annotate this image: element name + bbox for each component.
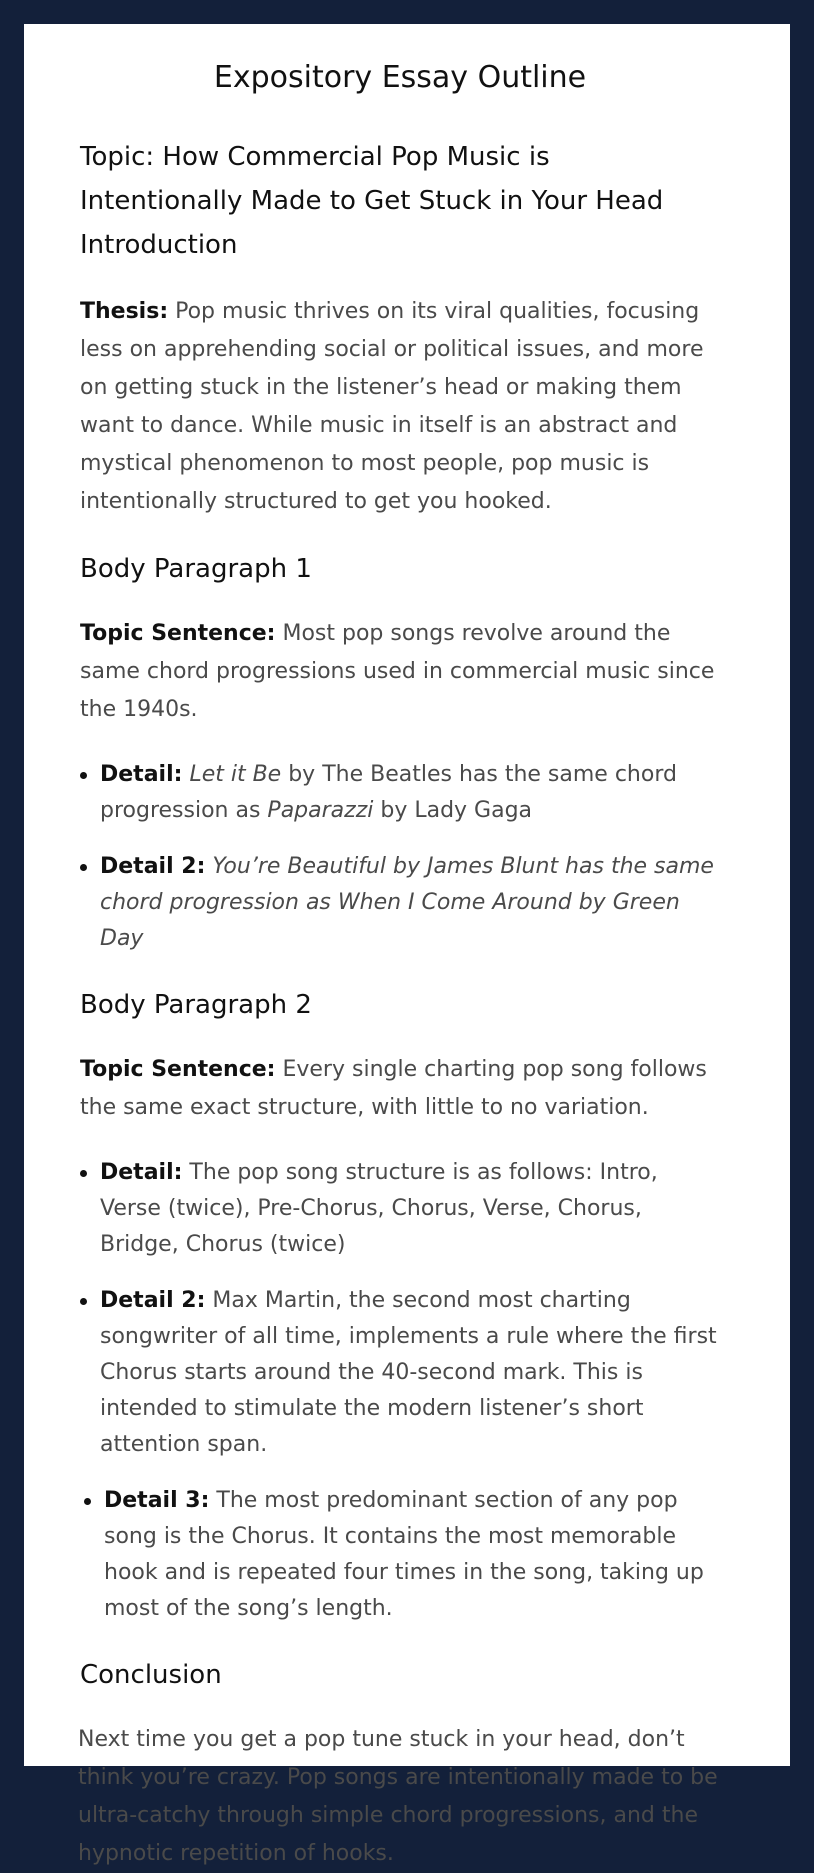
body1-detail-2-text: You’re Beautiful by James Blunt has the same chord progression as When I Come Around by Green Day — [100, 854, 714, 951]
thesis-text: Pop music thrives on its viral qualities, focusing less on apprehending social or political issues, and more on getting stuck in the listener’s head or making them want to dance. While music in itself is an abstract and mystical phenomenon to most people, pop music is intentionally structured to get you hooked. — [80, 299, 704, 514]
thesis-paragraph — [80, 293, 720, 521]
body1-detail-1-title1: Let it Be — [189, 762, 282, 787]
body2-detail-3-label: Detail 3: — [104, 1488, 210, 1513]
bullet-icon — [84, 1498, 91, 1505]
conclusion-paragraph: Next time you get a pop tune stuck in your head, don’t think you’re crazy. Pop songs are intentionally made to be ultra-catchy through simple chord progressions, and the hypnotic repetition of hooks. — [78, 1727, 718, 1866]
body1-detail-1-title2: Paparazzi — [267, 798, 374, 823]
body2-detail-3-text: The most predominant section of any pop song is the Chorus. It contains the most memorable hook and is repeated four times in the song, taking up most of the song’s length. — [104, 1488, 704, 1621]
document-title: Expository Essay Outline — [213, 60, 587, 95]
body1-topic-text: Most pop songs revolve around the same chord progressions used in commercial music since the 1940s. — [80, 621, 715, 722]
body1-details — [80, 757, 720, 957]
body1-topic-label: Topic Sentence: — [80, 621, 276, 646]
body1-topic-sentence — [80, 615, 720, 729]
body2-detail-3 — [80, 1483, 720, 1627]
conclusion-heading: Conclusion — [80, 1660, 222, 1690]
thesis-label: Thesis: — [80, 299, 169, 324]
body1-detail-1-label: Detail: — [100, 762, 183, 787]
body2-detail-2 — [80, 1283, 720, 1463]
body2-detail-1 — [80, 1155, 720, 1263]
body2-topic-label: Topic Sentence: — [80, 1057, 276, 1082]
bullet-icon — [80, 864, 87, 871]
body2-detail-1-text: The pop song structure is as follows: Intro, Verse (twice), Pre-Chorus, Chorus, Verse, Chorus, Bridge, Chorus (twice) — [100, 1160, 658, 1257]
body2-topic-sentence — [80, 1051, 720, 1127]
document-page — [24, 24, 790, 1866]
body1-detail-2-label: Detail 2: — [100, 854, 206, 879]
bullet-icon — [80, 1298, 87, 1305]
bullet-icon — [80, 772, 87, 779]
bullet-icon — [80, 1170, 87, 1177]
body1-detail-1-end: by Lady Gaga — [373, 798, 533, 823]
body2-details — [80, 1155, 720, 1627]
body1-detail-1 — [80, 757, 720, 829]
topic-heading: Topic: How Commercial Pop Music is Intentionally Made to Get Stuck in Your Head Introduction — [80, 142, 664, 260]
body2-detail-2-text: Max Martin, the second most charting songwriter of all time, implements a rule where the first Chorus starts around the 40-second mark. This is intended to stimulate the modern listener’s short attention span. — [100, 1288, 717, 1457]
body1-detail-2 — [80, 849, 720, 957]
body1-detail-1-mid: by The Beatles has the same chord progression as — [100, 762, 677, 823]
body2-topic-text: Every single charting pop song follows the same exact structure, with little to no variation. — [80, 1057, 707, 1120]
body2-detail-1-label: Detail: — [100, 1160, 183, 1185]
body-paragraph-1-heading: Body Paragraph 1 — [80, 554, 312, 584]
body2-detail-2-label: Detail 2: — [100, 1288, 206, 1313]
body-paragraph-2-heading: Body Paragraph 2 — [80, 990, 312, 1020]
